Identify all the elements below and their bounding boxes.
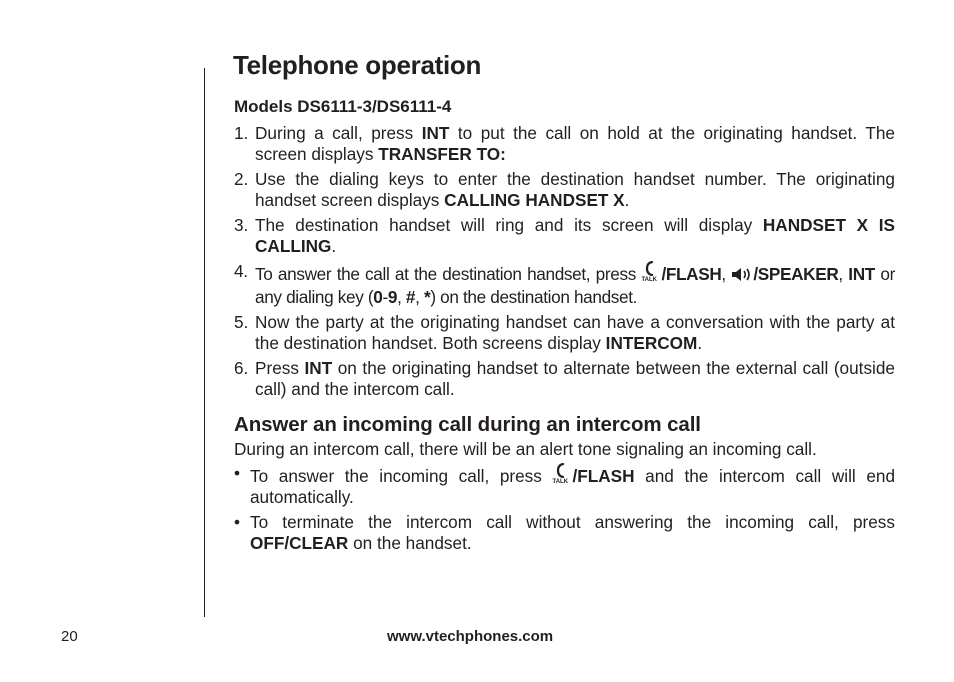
step-3: 3. The destination handset will ring and its screen will display HANDSET X IS CALLING. — [234, 215, 895, 256]
bullet-dot: • — [234, 512, 241, 532]
footer-url: www.vtechphones.com — [387, 628, 554, 645]
bullet-dot: • — [234, 463, 241, 483]
page-title: Telephone operation — [233, 50, 482, 80]
step-6: 6. Press INT on the originating handset to alternate between the external call (outside call) and the intercom call. — [234, 358, 895, 399]
talk-icon: TALK — [552, 463, 572, 485]
margin-rule — [204, 68, 205, 617]
step-5: 5. Now the party at the originating handset can have a conversation with the party at the destination handset. Both screens display INTERCOM. — [234, 312, 895, 353]
section-heading: Answer an incoming call during an intercom call — [234, 413, 701, 436]
page-number: 20 — [61, 628, 78, 645]
step-1: 1. During a call, press INT to put the call on hold at the originating handset. The screen displays TRANSFER TO: — [234, 123, 895, 164]
models-subheading: Models DS6111-3/DS6111-4 — [234, 97, 452, 116]
section-intro: During an intercom call, there will be an alert tone signaling an incoming call. — [234, 439, 817, 459]
bullet-terminate: • To terminate the intercom call without answering the incoming call, press OFF/CLEAR on the handset. — [234, 512, 895, 553]
bullet-list — [234, 463, 895, 554]
bullet-answer: • To answer the incoming call, press TALK /FLASH and the intercom call will end automatically. — [234, 463, 895, 507]
speaker-icon — [731, 266, 753, 287]
step-4: 4. To answer the call at the destination handset, press TALK /FLASH, /SPEAKER, INT or any dialing key (0-9, #, *) on the destination handset. — [234, 261, 895, 307]
steps-list — [234, 123, 895, 400]
main-content — [234, 96, 895, 558]
talk-icon: TALK — [641, 261, 661, 283]
step-2: 2. Use the dialing keys to enter the destination handset number. The originating handset screen displays CALLING HANDSET X. — [234, 169, 895, 210]
